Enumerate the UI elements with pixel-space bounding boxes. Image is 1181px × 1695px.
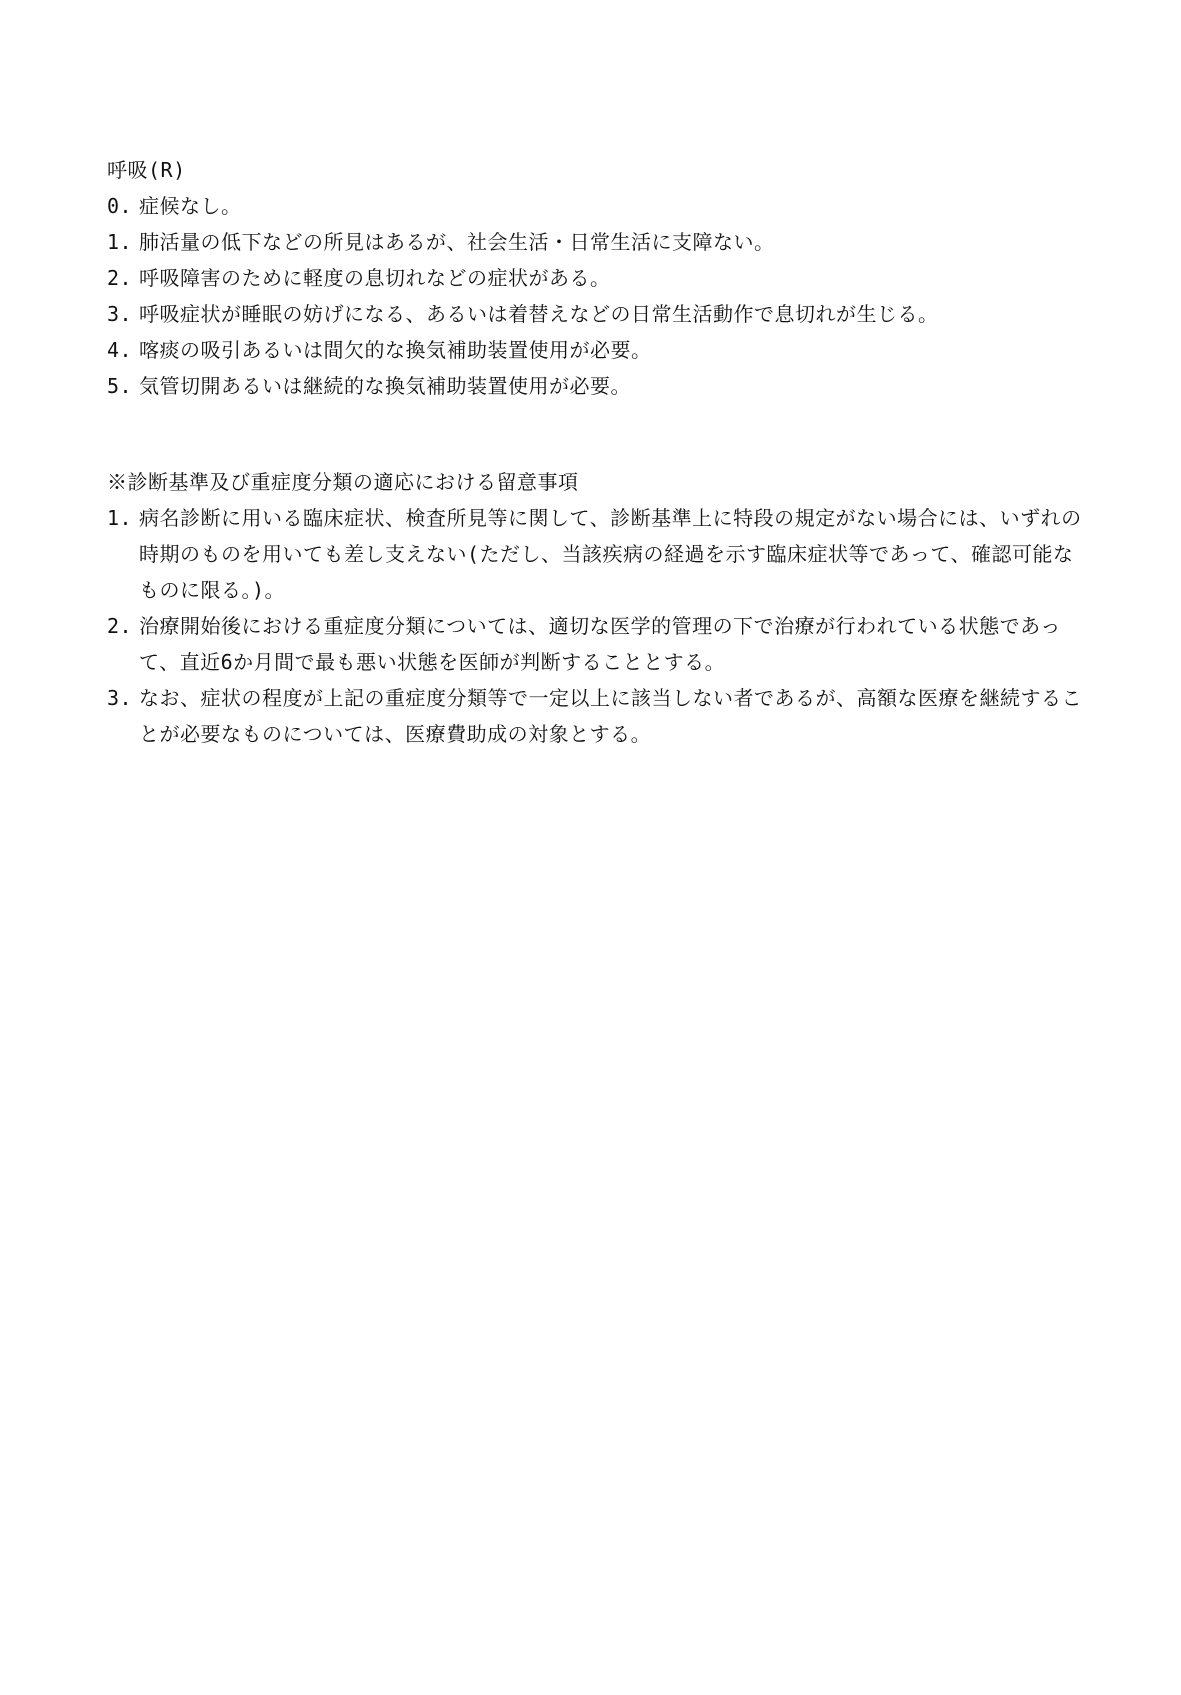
list-item-text: 喀痰の吸引あるいは間欠的な換気補助装置使用が必要。 — [139, 338, 652, 362]
list-item-number: 2. — [107, 614, 133, 638]
respiration-section — [107, 152, 1082, 404]
list-item-text: 症候なし。 — [139, 194, 242, 218]
list-item-text: 治療開始後における重症度分類については、適切な医学的管理の下で治療が行われている状態であって、直近6か月間で最も悪い状態を医師が判断することとする。 — [139, 614, 1061, 674]
list-item — [107, 188, 1082, 224]
list-item-text: 気管切開あるいは継続的な換気補助装置使用が必要。 — [139, 374, 631, 398]
list-item-text: 呼吸障害のために軽度の息切れなどの症状がある。 — [139, 266, 611, 290]
notes-section — [107, 464, 1082, 752]
list-item — [107, 224, 1082, 260]
list-item-number: 5. — [107, 374, 133, 398]
list-item-number: 1. — [107, 506, 133, 530]
list-item — [107, 608, 1082, 680]
list-item-text: 病名診断に用いる臨床症状、検査所見等に関して、診断基準上に特段の規定がない場合には、いずれの時期のものを用いても差し支えない(ただし、当該疾病の経過を示す臨床症状等であって、確認可能なものに限る。)。 — [139, 506, 1082, 602]
list-item — [107, 332, 1082, 368]
notes-title: ※診断基準及び重症度分類の適応における留意事項 — [107, 470, 579, 494]
list-item-number: 0. — [107, 194, 133, 218]
list-item-number: 3. — [107, 302, 133, 326]
list-item — [107, 680, 1082, 752]
list-item-number: 2. — [107, 266, 133, 290]
list-item — [107, 368, 1082, 404]
list-item-number: 3. — [107, 686, 133, 710]
list-item-text: 呼吸症状が睡眠の妨げになる、あるいは着替えなどの日常生活動作で息切れが生じる。 — [139, 302, 939, 326]
list-item-number: 1. — [107, 230, 133, 254]
list-item — [107, 296, 1082, 332]
list-item — [107, 260, 1082, 296]
list-item-text: 肺活量の低下などの所見はあるが、社会生活・日常生活に支障ない。 — [139, 230, 775, 254]
list-item-text: なお、症状の程度が上記の重症度分類等で一定以上に該当しない者であるが、高額な医療を継続することが必要なものについては、医療費助成の対象とする。 — [139, 686, 1082, 746]
respiration-title: 呼吸(R) — [107, 158, 186, 182]
list-item — [107, 500, 1082, 608]
list-item-number: 4. — [107, 338, 133, 362]
